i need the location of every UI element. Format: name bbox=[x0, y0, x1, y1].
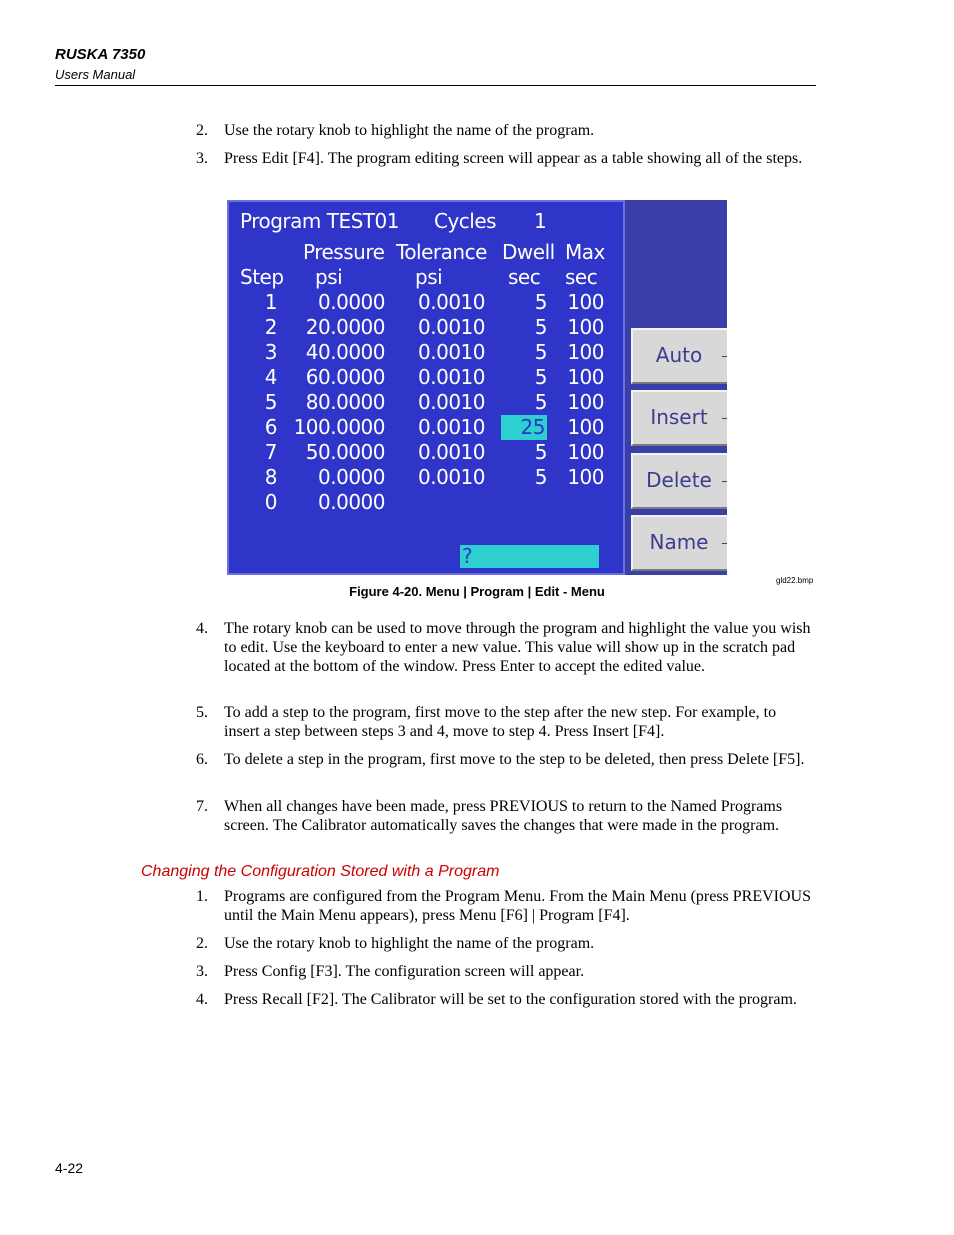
step-cell[interactable]: 7 bbox=[264, 440, 277, 464]
max-header: Max bbox=[565, 240, 605, 264]
function-key-panel bbox=[625, 200, 727, 575]
pressure-cell[interactable]: 60.0000 bbox=[305, 365, 385, 389]
list-number: 5. bbox=[196, 704, 208, 721]
step-cell[interactable]: 1 bbox=[264, 290, 277, 314]
step-cell[interactable]: 3 bbox=[264, 340, 277, 364]
list-text: Press Config [F3]. The configuration screen will appear. bbox=[224, 963, 585, 980]
max-cell[interactable]: 100 bbox=[567, 340, 604, 364]
max-cell[interactable]: 100 bbox=[567, 415, 604, 439]
cycles-label: Cycles bbox=[434, 209, 497, 233]
auto-button[interactable] bbox=[631, 328, 727, 384]
list-number: 1. bbox=[196, 888, 208, 905]
name-button[interactable] bbox=[631, 515, 727, 571]
table-row[interactable] bbox=[229, 440, 627, 465]
tolerance-cell[interactable]: 0.0010 bbox=[418, 390, 485, 414]
tolerance-cell[interactable]: 0.0010 bbox=[418, 340, 485, 364]
manual-subtitle: Users Manual bbox=[55, 67, 136, 82]
scratch-pad[interactable]: ? bbox=[460, 545, 599, 568]
list-text: To add a step to the program, first move to the step after the new step. For example, to insert a step between steps 3 and 4, move to step 4. Press Insert [F4]. bbox=[224, 704, 777, 740]
tolerance-cell[interactable]: 0.0010 bbox=[418, 365, 485, 389]
tolerance-cell[interactable]: 0.0010 bbox=[418, 290, 485, 314]
step-cell[interactable]: 8 bbox=[264, 465, 277, 489]
insert-button-label: Insert bbox=[650, 405, 708, 429]
program-name: Program TEST01 bbox=[240, 209, 399, 233]
table-row[interactable] bbox=[229, 365, 627, 390]
program-table-panel bbox=[227, 200, 625, 575]
max-cell[interactable]: 100 bbox=[567, 390, 604, 414]
key-pointer bbox=[722, 356, 727, 357]
pressure-cell[interactable]: 80.0000 bbox=[305, 390, 385, 414]
name-button-label: Name bbox=[649, 530, 709, 554]
list-text: Use the rotary knob to highlight the name of the program. bbox=[224, 122, 595, 139]
step-cell[interactable]: 6 bbox=[264, 415, 277, 439]
list-text: Use the rotary knob to highlight the name of the program. bbox=[224, 935, 595, 952]
page-number: 4-22 bbox=[55, 1160, 84, 1176]
list-number: 4. bbox=[196, 620, 208, 637]
cycles-value: 1 bbox=[534, 209, 547, 233]
dwell-header: Dwell bbox=[502, 240, 555, 264]
step-cell[interactable]: 4 bbox=[264, 365, 277, 389]
step-header: Step bbox=[240, 265, 284, 289]
dwell-cell[interactable]: 5 bbox=[534, 340, 547, 364]
dwell-unit: sec bbox=[508, 265, 541, 289]
pressure-cell[interactable]: 50.0000 bbox=[305, 440, 385, 464]
pressure-cell[interactable]: 0.0000 bbox=[318, 490, 385, 514]
table-row[interactable] bbox=[229, 340, 627, 365]
key-pointer bbox=[722, 481, 727, 482]
dwell-cell[interactable]: 5 bbox=[534, 465, 547, 489]
pressure-cell[interactable]: 40.0000 bbox=[305, 340, 385, 364]
list-number: 7. bbox=[196, 798, 208, 815]
pressure-header: Pressure bbox=[303, 240, 385, 264]
max-cell[interactable]: 100 bbox=[567, 315, 604, 339]
max-unit: sec bbox=[565, 265, 598, 289]
list-number: 3. bbox=[196, 963, 208, 980]
delete-button[interactable] bbox=[631, 453, 727, 509]
tolerance-cell[interactable]: 0.0010 bbox=[418, 440, 485, 464]
pressure-cell[interactable]: 20.0000 bbox=[305, 315, 385, 339]
insert-button[interactable] bbox=[631, 390, 727, 446]
table-row[interactable] bbox=[229, 390, 627, 415]
table-row[interactable] bbox=[229, 490, 627, 515]
table-row[interactable] bbox=[229, 415, 627, 440]
section-heading: Changing the Configuration Stored with a Program bbox=[141, 863, 500, 880]
list-text: When all changes have been made, press PREVIOUS to return to the Named Programs screen. The Calibrator automatically saves the changes that were made in the program. bbox=[224, 798, 783, 834]
pressure-unit: psi bbox=[315, 265, 343, 289]
list-text: The rotary knob can be used to move through the program and highlight the value you wish to edit. Use the keyboard to enter a new value. This value will show up in the scratch pad located at the bottom of the window. Press Enter to accept the edited value. bbox=[224, 620, 811, 675]
list-text: Programs are configured from the Program Menu. From the Main Menu (press PREVIOUS until the Main Menu appears), press Menu [F6] | Program [F4]. bbox=[224, 888, 812, 924]
pressure-cell[interactable]: 100.0000 bbox=[293, 415, 385, 439]
dwell-cell-highlighted[interactable]: 25 bbox=[501, 415, 547, 440]
key-pointer bbox=[722, 543, 727, 544]
tolerance-unit: psi bbox=[415, 265, 443, 289]
list-text: To delete a step in the program, first move to the step to be deleted, then press Delete [F5]. bbox=[224, 751, 805, 768]
list-number: 3. bbox=[196, 150, 208, 167]
step-cell[interactable]: 2 bbox=[264, 315, 277, 339]
manual-title: RUSKA 7350 bbox=[55, 46, 146, 63]
dwell-cell[interactable]: 5 bbox=[534, 365, 547, 389]
dwell-cell[interactable]: 5 bbox=[534, 290, 547, 314]
figure-filename: gld22.bmp bbox=[776, 576, 814, 585]
list-text: Press Recall [F2]. The Calibrator will be set to the configuration stored with the program. bbox=[224, 991, 797, 1008]
table-row[interactable] bbox=[229, 465, 627, 490]
dwell-cell[interactable]: 5 bbox=[534, 440, 547, 464]
list-number: 4. bbox=[196, 991, 208, 1008]
tolerance-header: Tolerance bbox=[396, 240, 487, 264]
max-cell[interactable]: 100 bbox=[567, 365, 604, 389]
table-row[interactable] bbox=[229, 315, 627, 340]
list-text: Press Edit [F4]. The program editing screen will appear as a table showing all of the steps. bbox=[224, 150, 803, 167]
table-row[interactable] bbox=[229, 290, 627, 315]
step-cell[interactable]: 5 bbox=[264, 390, 277, 414]
step-cell[interactable]: 0 bbox=[264, 490, 277, 514]
list-number: 2. bbox=[196, 122, 208, 139]
dwell-cell[interactable]: 5 bbox=[534, 315, 547, 339]
tolerance-cell[interactable]: 0.0010 bbox=[418, 465, 485, 489]
tolerance-cell[interactable]: 0.0010 bbox=[418, 415, 485, 439]
key-pointer bbox=[722, 418, 727, 419]
max-cell[interactable]: 100 bbox=[567, 290, 604, 314]
list-number: 2. bbox=[196, 935, 208, 952]
list-number: 6. bbox=[196, 751, 208, 768]
header-divider bbox=[55, 85, 816, 86]
pressure-cell[interactable]: 0.0000 bbox=[318, 465, 385, 489]
pressure-cell[interactable]: 0.0000 bbox=[318, 290, 385, 314]
program-edit-screen bbox=[227, 200, 727, 575]
dwell-cell[interactable]: 5 bbox=[534, 390, 547, 414]
max-cell[interactable]: 100 bbox=[567, 440, 604, 464]
auto-button-label: Auto bbox=[655, 343, 703, 367]
max-cell[interactable]: 100 bbox=[567, 465, 604, 489]
tolerance-cell[interactable]: 0.0010 bbox=[418, 315, 485, 339]
delete-button-label: Delete bbox=[646, 468, 712, 492]
figure-caption: Figure 4-20. Menu | Program | Edit - Menu bbox=[349, 584, 605, 599]
